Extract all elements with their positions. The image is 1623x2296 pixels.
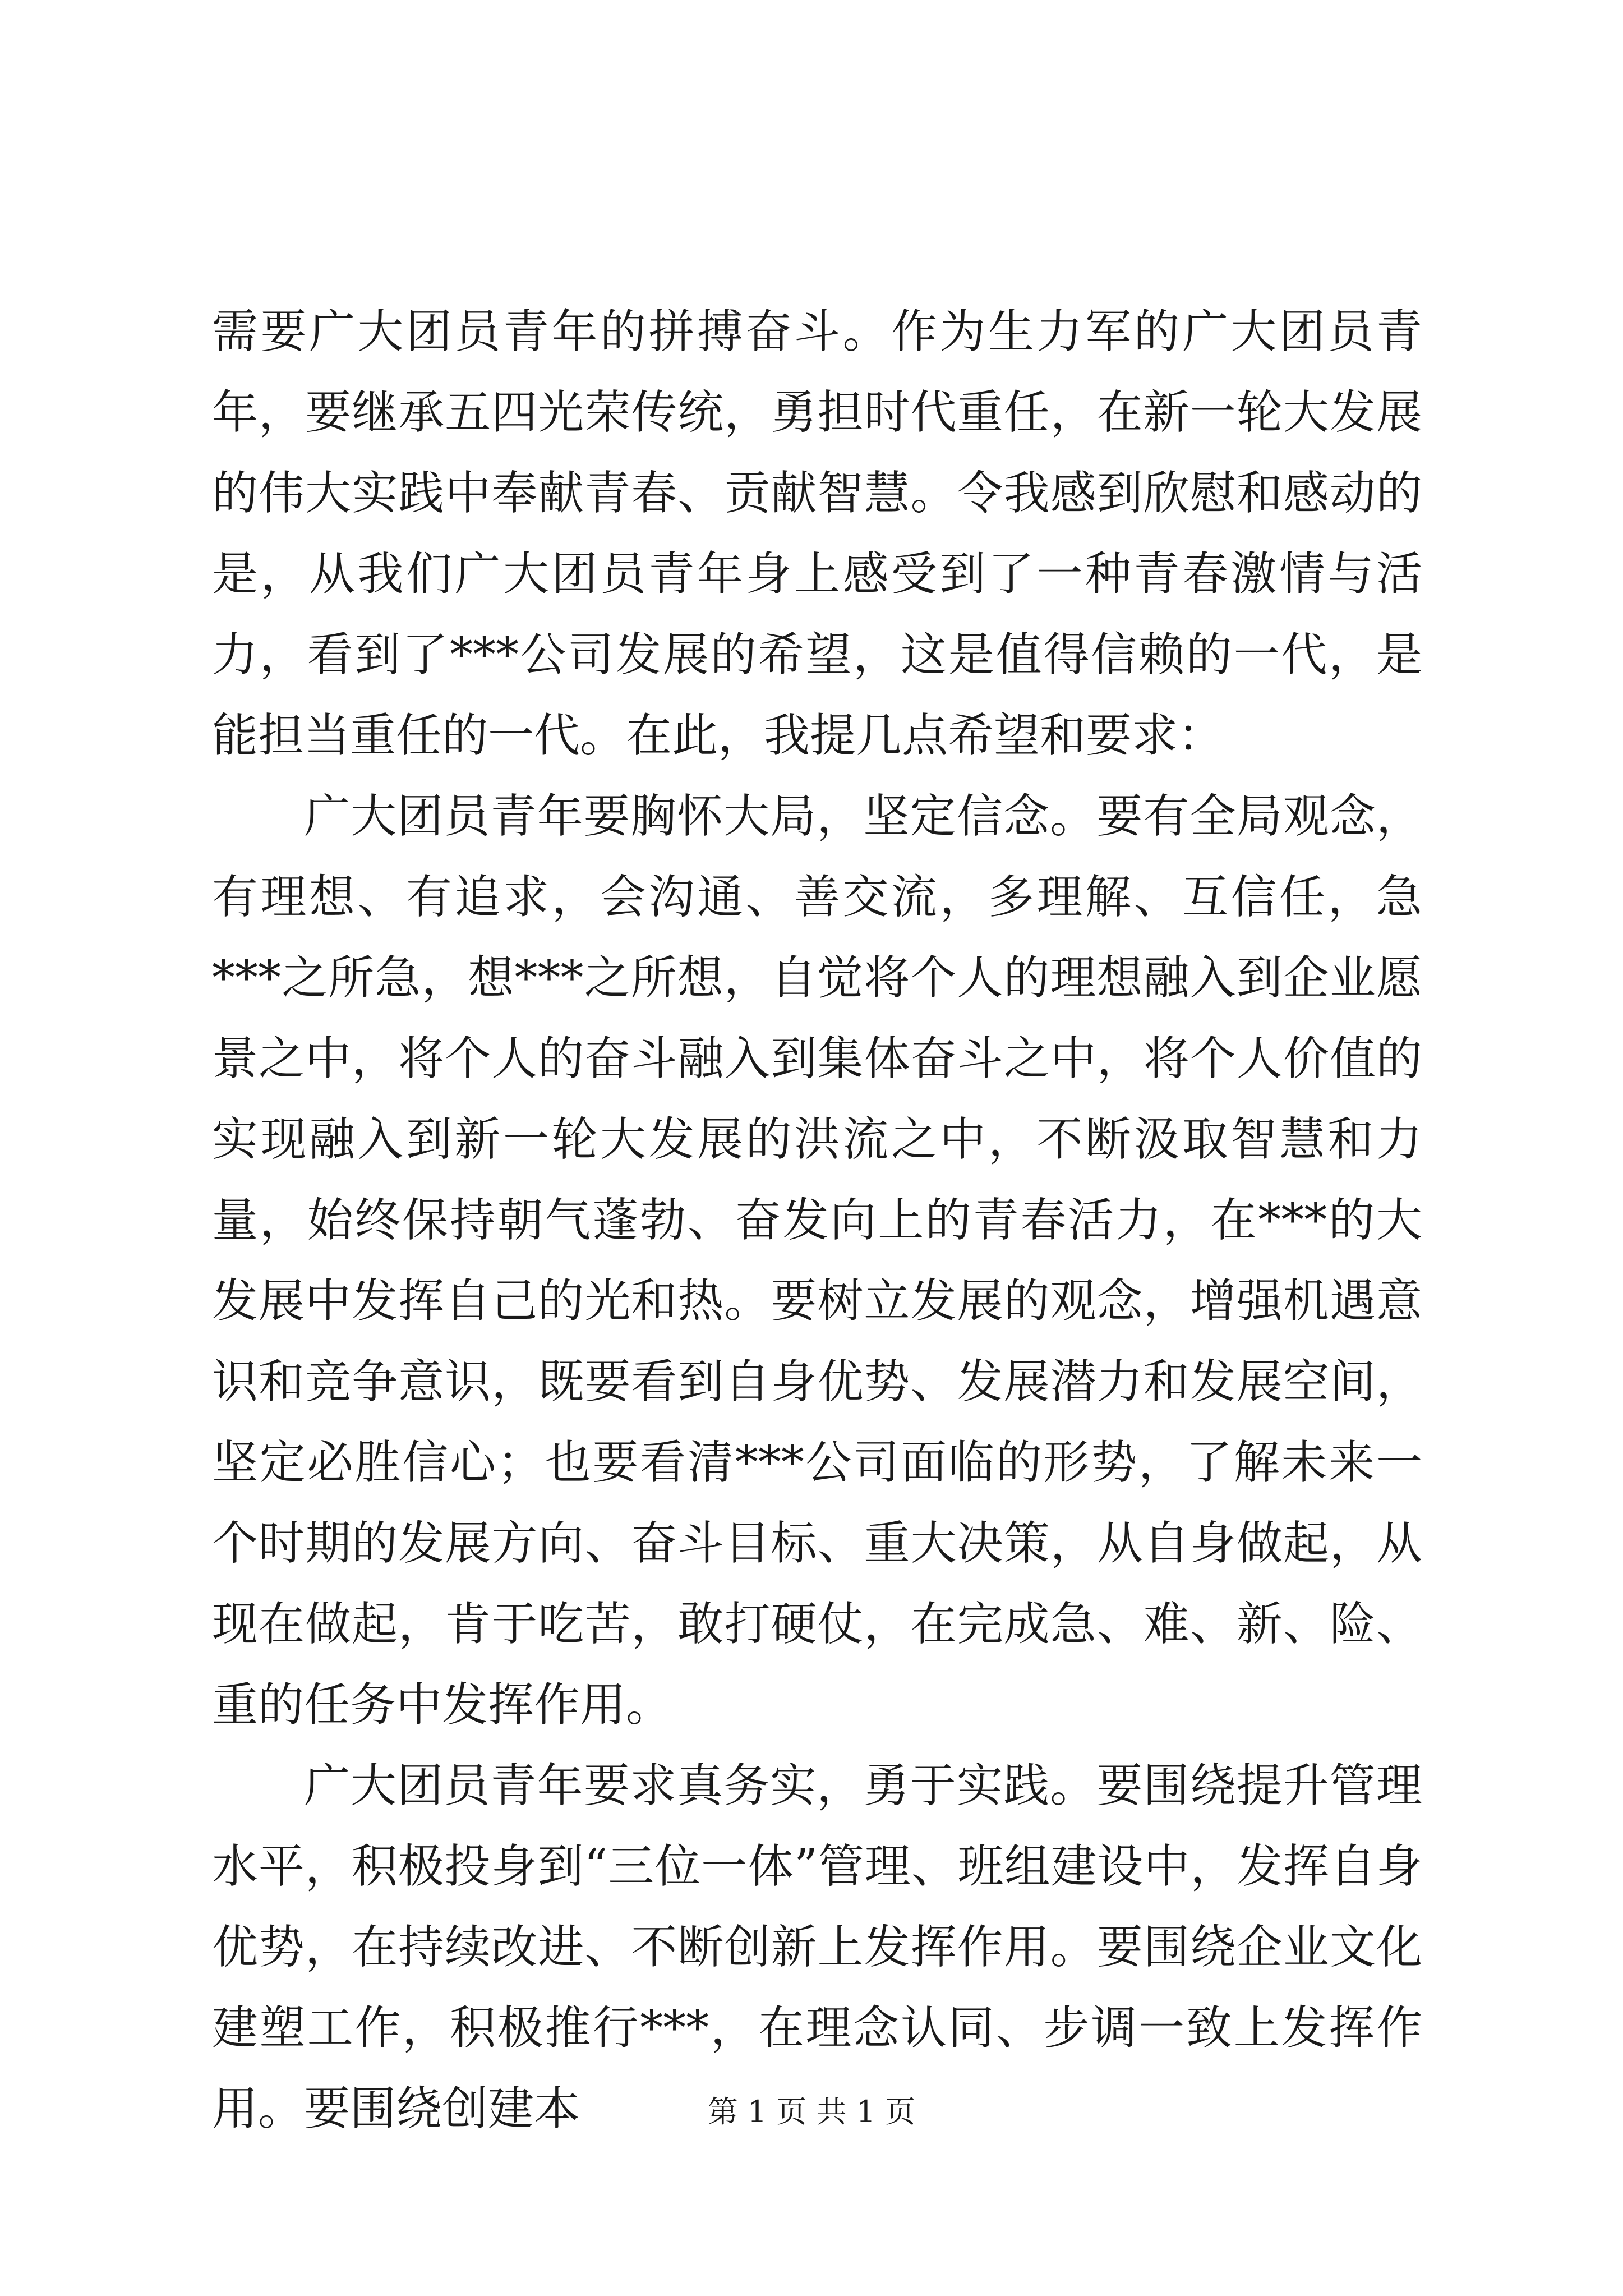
paragraph-3: 广大团员青年要求真务实，勇于实践。要围绕提升管理水平，积极投身到“三位一体”管理、班组建设中，发挥自身优势，在持续改进、不断创新上发挥作用。要围绕企业文化建塑工作，积极推行***，在理念认同、步调一致上发挥作用。要围绕创建本 xyxy=(212,1759,1422,2136)
page-footer xyxy=(0,2092,1623,2132)
paragraph-2: 广大团员青年要胸怀大局，坚定信念。要有全局观念，有理想、有追求，会沟通、善交流，多理解、互信任，急***之所急，想***之所想，自觉将个人的理想融入到企业愿景之中，将个人的奋斗融入到集体奋斗之中，将个人价值的实现融入到新一轮大发展的洪流之中，不断汲取智慧和力量，始终保持朝气蓬勃、奋发向上的青春活力，在***的大发展中发挥自己的光和热。要树立发展的观念，增强机遇意识和竞争意识，既要看到自身优势、发展潜力和发展空间，坚定必胜信心；也要看清***公司面临的形势，了解未来一个时期的发展方向、奋斗目标、重大决策，从自身做起，从现在做起，肯于吃苦，敢打硬仗，在完成急、难、新、险、重的任务中发挥作用。 xyxy=(212,790,1422,1732)
paragraph-1: 需要广大团员青年的拼搏奋斗。作为生力军的广大团员青年，要继承五四光荣传统，勇担时代重任，在新一轮大发展的伟大实践中奉献青春、贡献智慧。令我感到欣慰和感动的是，从我们广大团员青年身上感受到了一种青春激情与活力，看到了***公司发展的希望，这是值得信赖的一代，是能担当重任的一代。在此，我提几点希望和要求： xyxy=(212,305,1422,762)
body-text xyxy=(212,292,1422,2150)
page-number-label: 第 1 页 共 1 页 xyxy=(707,2094,916,2129)
